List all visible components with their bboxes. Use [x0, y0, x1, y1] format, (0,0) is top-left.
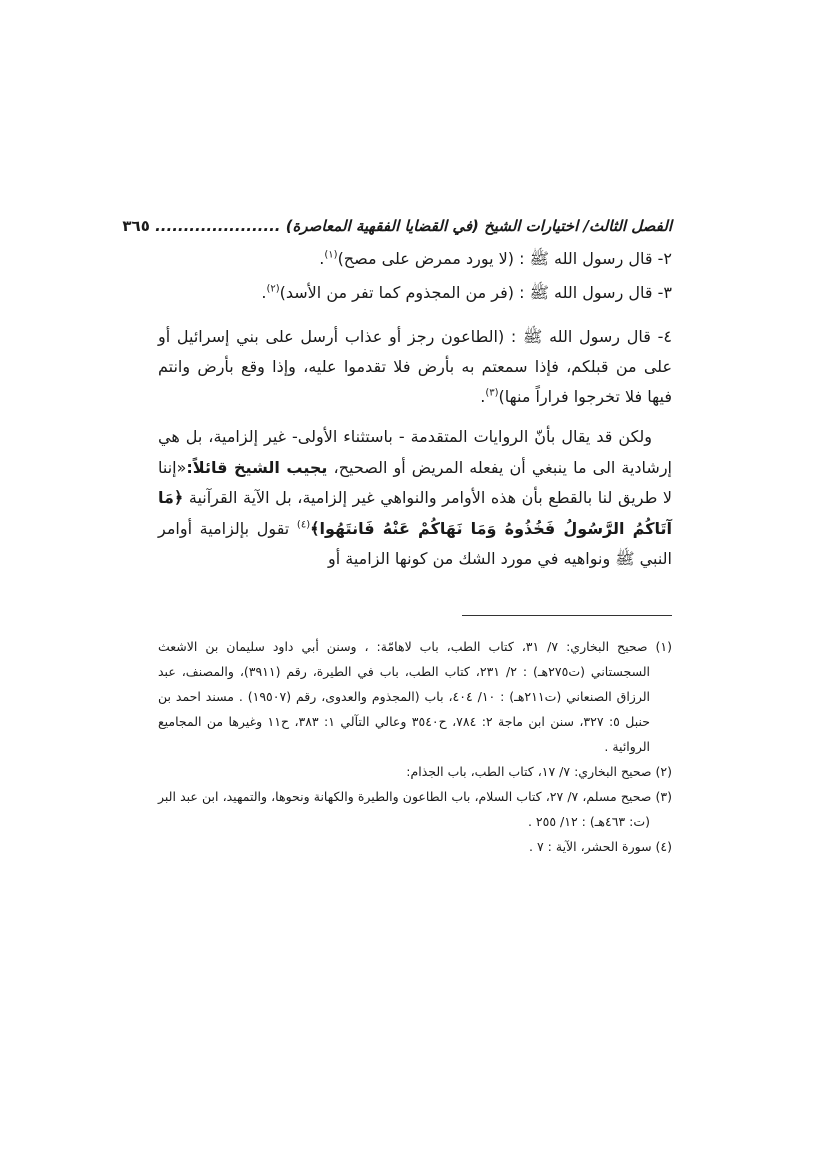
paragraph-text: «إننا لا طريق لنا بالقطع بأن هذه الأوامر والنواهي غير إلزامية، بل الآية القرآنية: [158, 457, 672, 507]
hadith-text: ٤- قال رسول الله ﷺ : (الطاعون رجز أو عذاب أرسل على بني إسرائيل أو على من قبلكم، فإذا سمعتم به بأرض فلا تقدموا عليه، وإذا وقع بأرض وانتم فيها فلا تخرجوا فراراً منها): [158, 327, 672, 406]
footnote-ref[interactable]: (١): [324, 249, 338, 261]
footnote-ref[interactable]: (٣): [485, 387, 499, 399]
footnote-separator: [462, 615, 672, 616]
paragraph-text: ولكن قد يقال بأنّ الروايات المتقدمة - باستثناء الأولى- غير إلزامية، بل هي إرشادية الى ما ينبغي أن يفعله المريض أو الصحيح،: [158, 427, 672, 477]
book-page: [122, 212, 672, 859]
hadith-2: ٢- قال رسول الله ﷺ : (لا يورد ممرض على مصح)$^{(١)}$.: [319, 249, 672, 268]
hadith-text: ٣- قال رسول الله ﷺ : (فر من المجذوم كما تفر من الأسد): [279, 283, 672, 302]
footnote-4: (٤) سورة الحشر، الآية : ٧ .: [529, 838, 672, 854]
chapter-title: الفصل الثالث/ اختيارات الشيخ (في القضايا الفقهية المعاصرة) ......................: [155, 217, 672, 235]
hadith-3: ٣- قال رسول الله ﷺ : (فر من المجذوم كما تفر من الأسد)$^{(٢)}$.: [261, 283, 672, 302]
footnote-ref[interactable]: (٢): [266, 283, 280, 295]
footnote-3: (٣) صحيح مسلم، ٧/ ٢٧، كتاب السلام، باب الطاعون والطيرة والكهانة ونحوها، والتمهيد، ابن عبد البر (ت: ٤٦٣هـ) : ١٢/ ٢٥٥ .: [158, 788, 672, 829]
discussion-paragraph: [158, 422, 672, 575]
spacer: [158, 308, 672, 318]
footnotes: [158, 634, 672, 859]
footnote-1: (١) صحيح البخاري: ٧/ ٣١، كتاب الطب، باب لاهامّة: ، وسنن أبي داود سليمان بن الاشعث السجستاني (ت٢٧٥هـ) : ٢/ ٢٣١، كتاب الطب، باب في الطيرة، رقم (٣٩١١)، والمصنف، عبد الرزاق الصنعاني (ت٢١١هـ) : ١٠/ ٤٠٤، باب (المجذوم والعدوى، رقم (١٩٥٠٧) . مسند احمد بن حنبل ٥: ٣٢٧، سنن ابن ماجة ٢: ٧٨٤، ح٣٥٤٠ وعالي التآلي ١: ٣٨٣، ح١١ وغيرها من المجاميع الروائية .: [158, 638, 672, 754]
running-header: [122, 212, 672, 240]
page-number: ٣٦٥: [122, 217, 150, 235]
spacer: [158, 412, 672, 422]
hadith-4: ٤- قال رسول الله ﷺ : (الطاعون رجز أو عذاب أرسل على بني إسرائيل أو على من قبلكم، فإذا سمعتم به بأرض فلا تقدموا عليه، وإذا وقع بأرض وانتم فيها فلا تخرجوا فراراً منها)$^{(٣)}$.: [158, 327, 672, 406]
quran-verse: ﴿مَا آتَاكُمُ الرَّسُولُ فَخُذُوهُ وَمَا نَهَاكُمْ عَنْهُ فَانتَهُوا﴾: [158, 488, 672, 538]
footnote-ref[interactable]: (٤): [296, 519, 311, 531]
footnote-2: (٢) صحيح البخاري: ٧/ ١٧، كتاب الطب، باب الجذام:: [406, 763, 672, 779]
paragraph-text: تقول بإلزامية أوامر النبي ﷺ ونواهيه في مورد الشك من كونها الزامية أو: [158, 518, 672, 568]
hadith-text: ٢- قال رسول الله ﷺ : (لا يورد ممرض على مصح): [337, 249, 672, 268]
sheikh-reply-label: يجيب الشيخ قائلاً:: [186, 457, 328, 477]
